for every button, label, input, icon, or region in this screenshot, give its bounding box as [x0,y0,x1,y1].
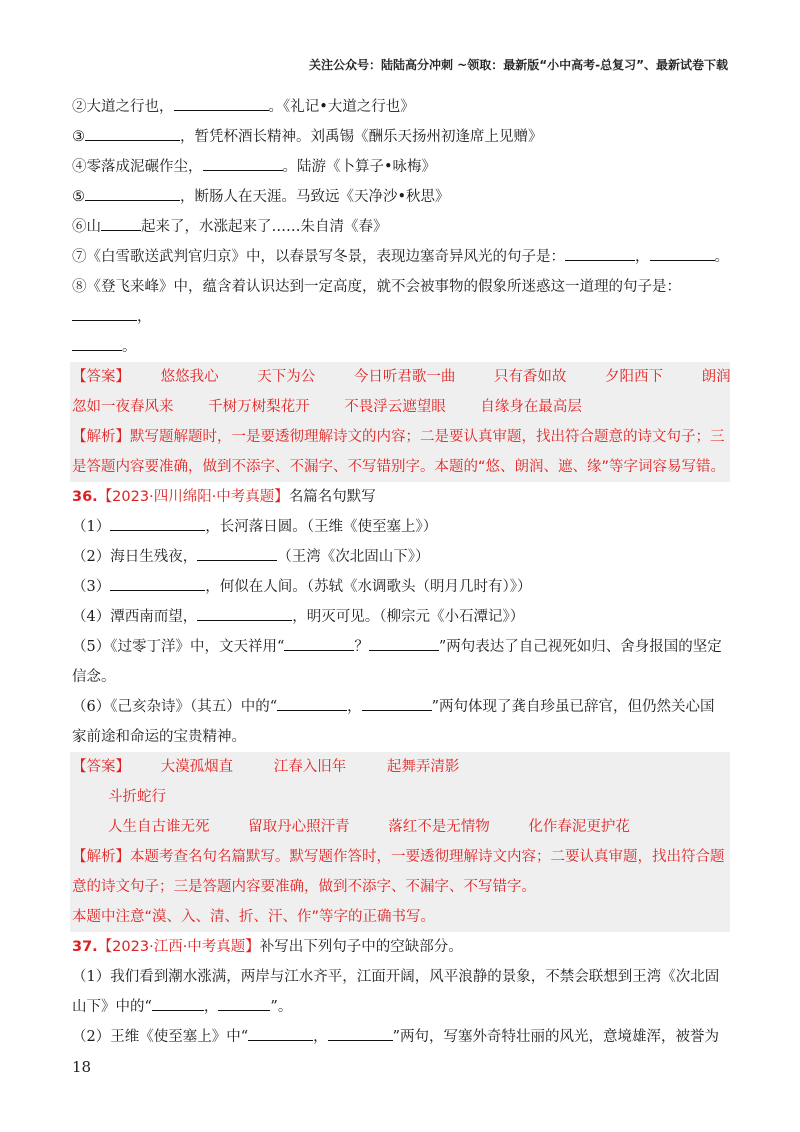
item-text: ，暂凭杯酒长精神。刘禹锡《酬乐天扬州初逢席上见赠》 [180,129,543,145]
item-text: ，何似在人间。（苏轼《水调歌头（明月几时有）》） [205,579,532,595]
q36-item-6 [72,692,728,752]
answer-blank [110,573,205,591]
q35-item-2 [72,92,728,122]
answer-text: 悠悠我心 [160,369,219,385]
analysis-text: 本题考查名句名篇默写。默写题作答时，一要透彻理解诗文内容；二要认真审题，找出符合题意的诗文句子；三是答题内容要准确，做到不添字、不漏字、不写错字。 [72,849,725,895]
answer-text: 江春入旧年 [273,759,347,775]
page-number: 18 [72,1058,92,1076]
answer-row [72,362,731,392]
answer-blank [650,243,715,261]
item-text: ③ [72,129,85,145]
q35-item-3 [72,122,728,152]
q35-answer-box [70,362,730,482]
q35-item-4 [72,152,728,182]
item-text: 起来了，水涨起来了……朱自清《春》 [141,219,388,235]
item-text: ”两句，写塞外奇特壮丽的风光，意境雄浑，被誉为 [392,1029,720,1045]
answer-text: 朗润 [701,369,731,385]
analysis-note [72,902,728,932]
answer-text: 不畏浮云遮望眼 [344,399,446,415]
answer-blank [328,1023,393,1041]
item-text: ”两句体现了龚自珍虽已辞官，但仍然关心国家前途和命运的宝贵精神。 [72,699,715,745]
item-text: ”。 [270,999,293,1015]
item-text: ⑤ [72,189,85,205]
q37-item-2 [72,1022,728,1052]
answer-blank [248,1023,313,1041]
analysis-row [72,842,728,902]
item-text: 。《礼记•大道之行也》 [268,99,415,115]
item-text: ，长河落日圆。（王维《使至塞上》） [205,519,438,535]
item-text: ②大道之行也， [72,99,174,115]
analysis-text: 本题中注意“漠、入、清、折、汗、作”等字的正确书写。 [72,909,436,925]
item-text: （4）潭西南而望， [72,609,198,625]
page-header: 关注公众号：陆陆高分冲刺 ~领取：最新版“小中高考-总复习”、最新试卷下载 [309,58,728,72]
item-text: ， [313,1029,328,1045]
answer-blank [101,213,141,231]
answer-blank [203,153,283,171]
answer-text: 斗折蛇行 [108,789,166,805]
analysis-row [72,422,728,482]
answer-text: 夕阳西下 [605,369,664,385]
item-text: ④零落成泥碾作尘， [72,159,203,175]
answer-blank [277,693,347,711]
q36-item-3 [72,572,728,602]
answer-row [72,782,728,812]
question-title: 名篇名句默写 [288,489,376,505]
item-text: （3） [72,579,111,595]
answer-blank [362,693,432,711]
answer-blank [174,93,269,111]
item-text: ？ [354,639,369,655]
answer-text: 大漠孤烟直 [160,759,234,775]
q36-answer-box [70,752,730,932]
item-text: ，断肠人在天涯。马致远《天净沙•秋思》 [180,189,450,205]
q35-item-5 [72,182,728,212]
answer-text: 自缘身在最高层 [480,399,582,415]
answer-row [72,812,728,842]
answer-text: 千树万树梨花开 [208,399,310,415]
item-text: （2）王维《使至塞上》中“ [72,1029,249,1045]
item-text: ”两句表达了自己视死如归、舍身报国的坚定信念。 [72,639,722,685]
answer-blank [218,993,270,1011]
answer-label: 【答案】 [72,369,130,385]
answer-row [72,752,728,782]
answer-blank [197,603,292,621]
q35-item-7 [72,242,728,272]
answer-blank [152,993,204,1011]
item-text: 。陆游《卜算子•咏梅》 [282,159,437,175]
answer-row [72,392,728,422]
question-title: 补写出下列句子中的空缺部分。 [259,939,463,955]
item-text: ⑧《登飞来峰》中，蕴含着认识达到一定高度，就不会被事物的假象所迷惑这一道理的句子是： [72,279,681,295]
answer-blank [284,633,354,651]
answer-text: 留取丹心照汗青 [248,819,350,835]
answer-blank [369,633,439,651]
answer-blank [85,183,180,201]
item-text: 。 [714,249,729,265]
analysis-label: 【解析】 [72,429,130,445]
question-number: 36. [72,489,98,505]
answer-text: 落红不是无情物 [388,819,490,835]
item-text: （2）海日生残夜， [72,549,198,565]
question-source: 【2023·江西·中考真题】 [97,939,260,955]
question-number: 37. [72,939,98,955]
item-text: ， [635,249,650,265]
answer-blank [197,543,277,561]
item-text: （1） [72,519,111,535]
q35-item-8 [72,272,728,362]
answer-text: 今日听君歌一曲 [353,369,456,385]
answer-blank [85,123,180,141]
question-source: 【2023·四川绵阳·中考真题】 [97,489,289,505]
answer-text: 忽如一夜春风来 [72,399,174,415]
answer-blank [110,513,205,531]
q36-item-1 [72,512,728,542]
answer-blank [565,243,635,261]
item-text: ， [347,699,362,715]
answer-blank [72,333,122,351]
answer-text: 起舞弄清影 [386,759,460,775]
item-text: ， [203,999,219,1015]
item-text: ⑥山 [72,219,101,235]
item-text: （5）《过零丁洋》中，文天祥用“ [72,639,285,655]
analysis-text: 默写题解题时，一是要透彻理解诗文的内容；二是要认真审题，找出符合题意的诗文句子；三是答题内容要准确，做到不添字、不漏字、不写错别字。本题的“悠、朗润、遮、缘”等字词容易写错。 [72,429,726,475]
q35-item-6 [72,212,728,242]
q36-heading [72,482,728,512]
answer-text: 化作春泥更护花 [528,819,630,835]
item-text: （1）我们看到潮水涨满，两岸与江水齐平，江面开阔，风平浪静的景象，不禁会联想到王湾《次北固山下》中的“ [72,969,720,1015]
q37-heading [72,932,728,962]
answer-blank [72,303,137,321]
analysis-label: 【解析】 [72,849,130,865]
item-text: （6）《己亥杂诗》（其五）中的“ [72,699,278,715]
answer-label: 【答案】 [72,759,130,775]
item-text: ⑦《白雪歌送武判官归京》中，以春景写冬景，表现边塞奇异风光的句子是： [72,249,565,265]
q36-item-4 [72,602,728,632]
item-text: ， [137,309,152,325]
item-text: （王湾《次北固山下》） [277,549,430,565]
answer-text: 天下为公 [257,369,316,385]
q36-item-2 [72,542,728,572]
q37-item-1 [72,962,728,1022]
item-text: ，明灭可见。（柳宗元《小石潭记》） [292,609,525,625]
answer-text: 人生自古谁无死 [108,819,210,835]
item-text: 。 [122,339,137,355]
page-content [72,92,731,1052]
q36-item-5 [72,632,728,692]
answer-text: 只有香如故 [493,369,567,385]
